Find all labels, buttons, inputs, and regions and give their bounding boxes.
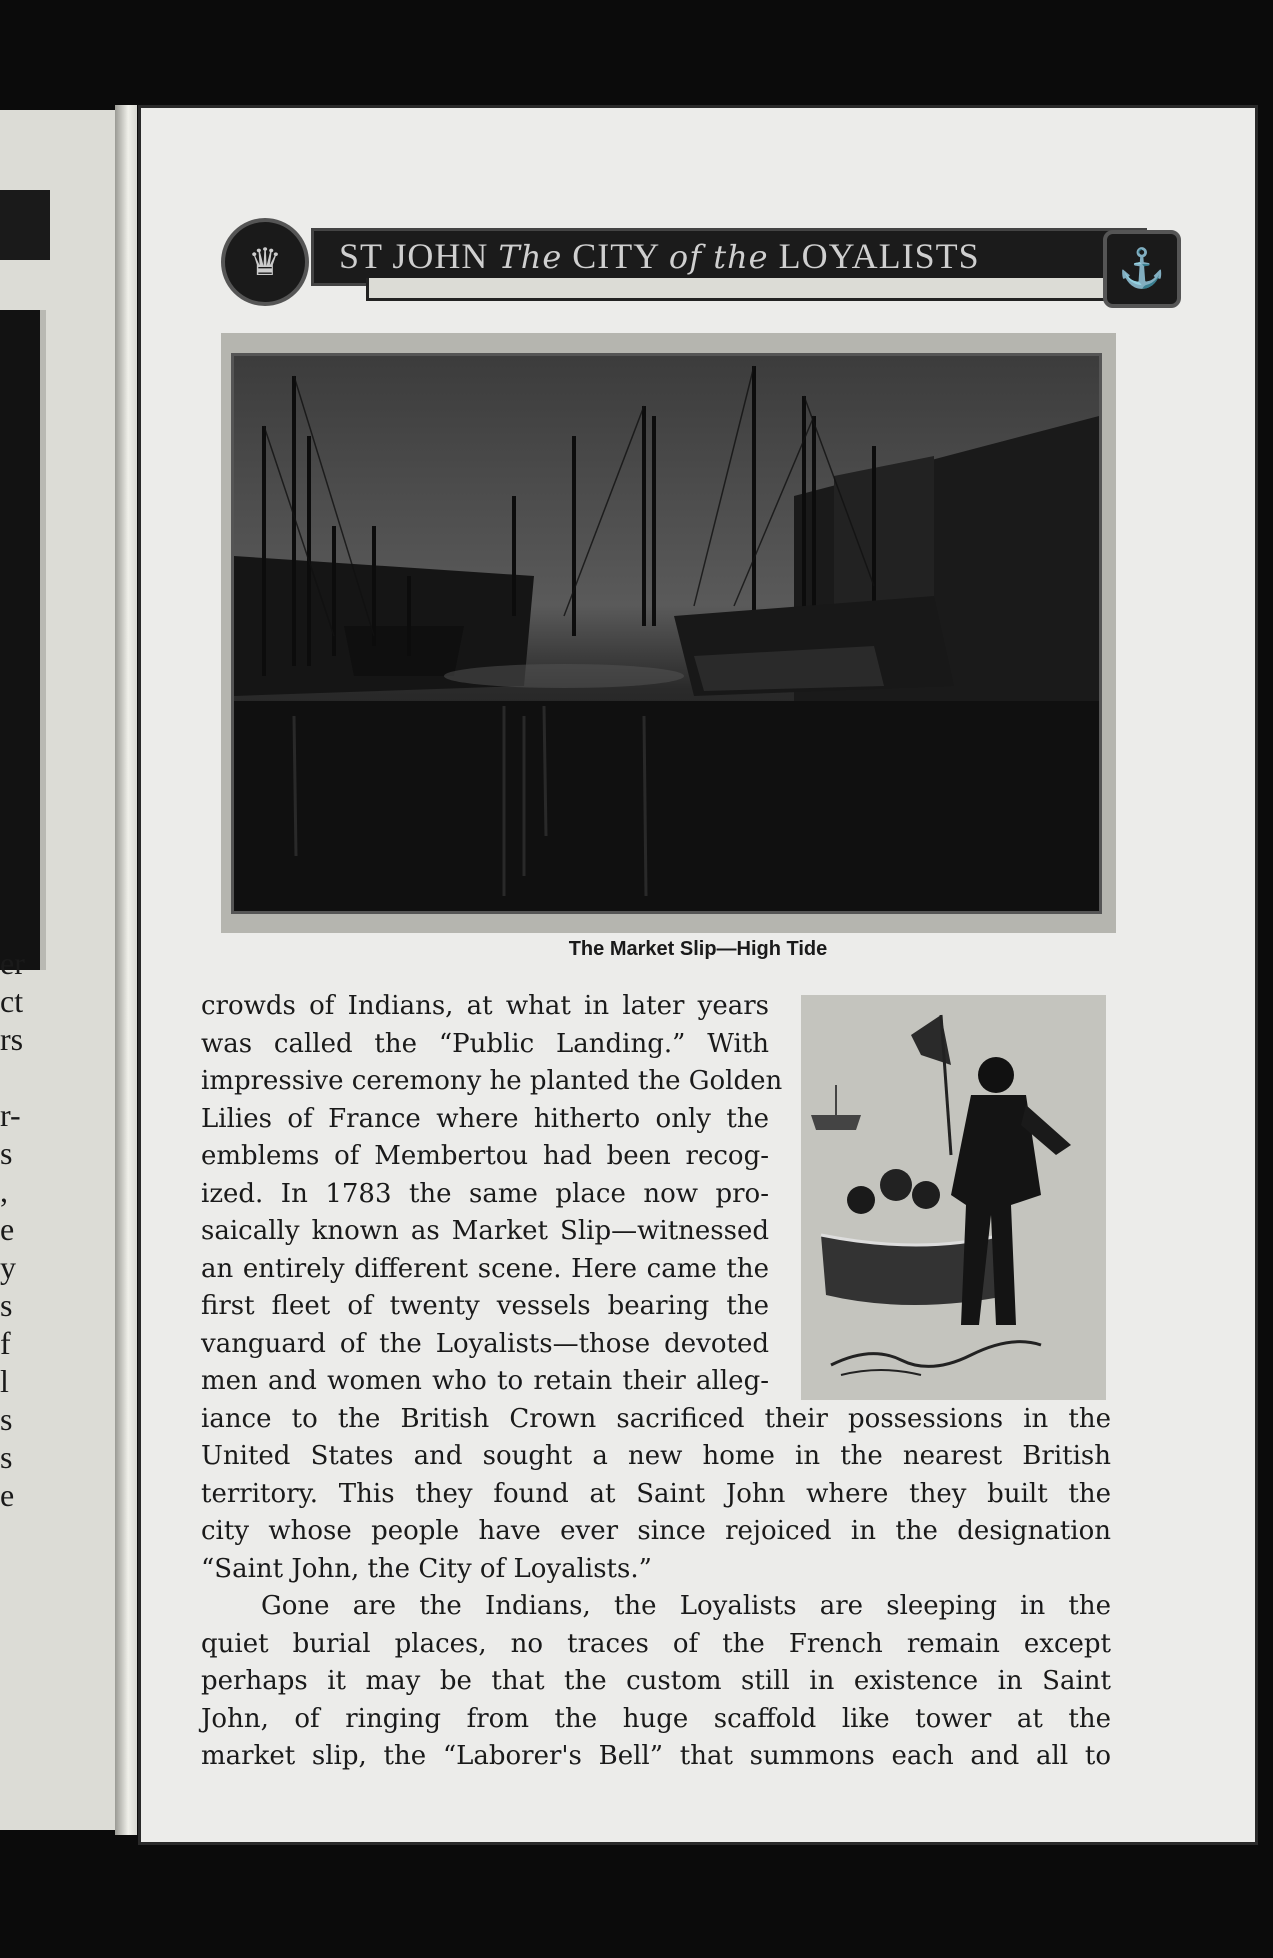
crown-crest-icon: ♛ bbox=[221, 218, 309, 306]
text-line: quiet burial places, no traces of the French remain except bbox=[201, 1628, 1111, 1659]
title-italic: of the bbox=[668, 238, 769, 276]
text-line: United States and sought a new home in the nearest British bbox=[201, 1441, 1111, 1471]
page-title bbox=[339, 235, 1134, 277]
text-line: first fleet of twenty vessels bearing the bbox=[201, 1291, 769, 1321]
text-line: perhaps it may be that the custom still in existence in Saint bbox=[201, 1666, 1111, 1696]
left-fragment: e bbox=[0, 1477, 15, 1513]
text-line: Lilies of France where hitherto only the bbox=[201, 1103, 769, 1134]
market-slip-photo bbox=[231, 353, 1102, 914]
left-fragment: ct bbox=[0, 983, 24, 1019]
text-line: emblems of Membertou had been recog- bbox=[201, 1141, 769, 1171]
banner-scroll bbox=[366, 278, 1142, 301]
title-italic: The bbox=[498, 238, 563, 276]
harbor-scene-image bbox=[234, 356, 1099, 911]
book-binding bbox=[115, 105, 137, 1835]
left-fragment: s bbox=[0, 1287, 13, 1323]
left-fragment: s bbox=[0, 1401, 13, 1437]
title-part: CITY bbox=[572, 236, 659, 276]
title-part: LOYALISTS bbox=[778, 236, 980, 276]
left-fragment: er bbox=[0, 945, 25, 981]
text-line: iance to the British Crown sacrificed their possessions in the bbox=[201, 1403, 1111, 1434]
text-line: an entirely different scene. Here came the bbox=[201, 1253, 769, 1284]
article-body bbox=[201, 988, 1111, 1776]
page-header-banner bbox=[221, 218, 1166, 308]
book-page bbox=[138, 105, 1258, 1845]
text-line: city whose people have ever since rejoiced in the designation bbox=[201, 1516, 1111, 1546]
text-line: “Saint John, the City of Loyalists.” bbox=[201, 1553, 652, 1584]
left-page-image bbox=[0, 310, 46, 970]
text-line: John, of ringing from the huge scaffold like tower at the bbox=[201, 1703, 1111, 1734]
photo-caption: The Market Slip—High Tide bbox=[568, 938, 828, 960]
text-line: impressive ceremony he planted the Golden bbox=[201, 1066, 783, 1096]
left-fragment: s bbox=[0, 1439, 13, 1475]
left-page-text-fragments bbox=[0, 945, 40, 1515]
left-fragment: y bbox=[0, 1249, 16, 1285]
title-part: ST JOHN bbox=[339, 236, 489, 276]
left-fragment: rs bbox=[0, 1021, 24, 1057]
text-line: was called the “Public Landing.” With bbox=[201, 1028, 769, 1059]
text-line: ized. In 1783 the same place now pro- bbox=[201, 1178, 769, 1209]
text-line: crowds of Indians, at what in later years bbox=[201, 991, 769, 1021]
left-fragment: s bbox=[0, 1135, 13, 1171]
ship-crest-icon: ⚓ bbox=[1103, 230, 1181, 308]
photo-mat bbox=[221, 333, 1116, 933]
left-fragment: e bbox=[0, 1211, 15, 1247]
left-fragment: , bbox=[0, 1173, 8, 1209]
text-line: Gone are the Indians, the Loyalists are sleeping in the bbox=[261, 1591, 1111, 1621]
text-line: vanguard of the Loyalists—those devoted bbox=[201, 1328, 769, 1359]
left-fragment: l bbox=[0, 1363, 9, 1399]
text-line: market slip, the “Laborer's Bell” that summons each and all to bbox=[201, 1741, 1111, 1771]
text-line: men and women who to retain their alleg- bbox=[201, 1366, 769, 1396]
left-fragment: f bbox=[0, 1325, 11, 1361]
text-line: territory. This they found at Saint John where they built the bbox=[201, 1478, 1111, 1509]
text-line: saically known as Market Slip—witnessed bbox=[201, 1216, 769, 1246]
left-fragment bbox=[0, 1059, 40, 1097]
left-fragment: r- bbox=[0, 1097, 21, 1133]
left-header-ornament bbox=[0, 190, 50, 260]
